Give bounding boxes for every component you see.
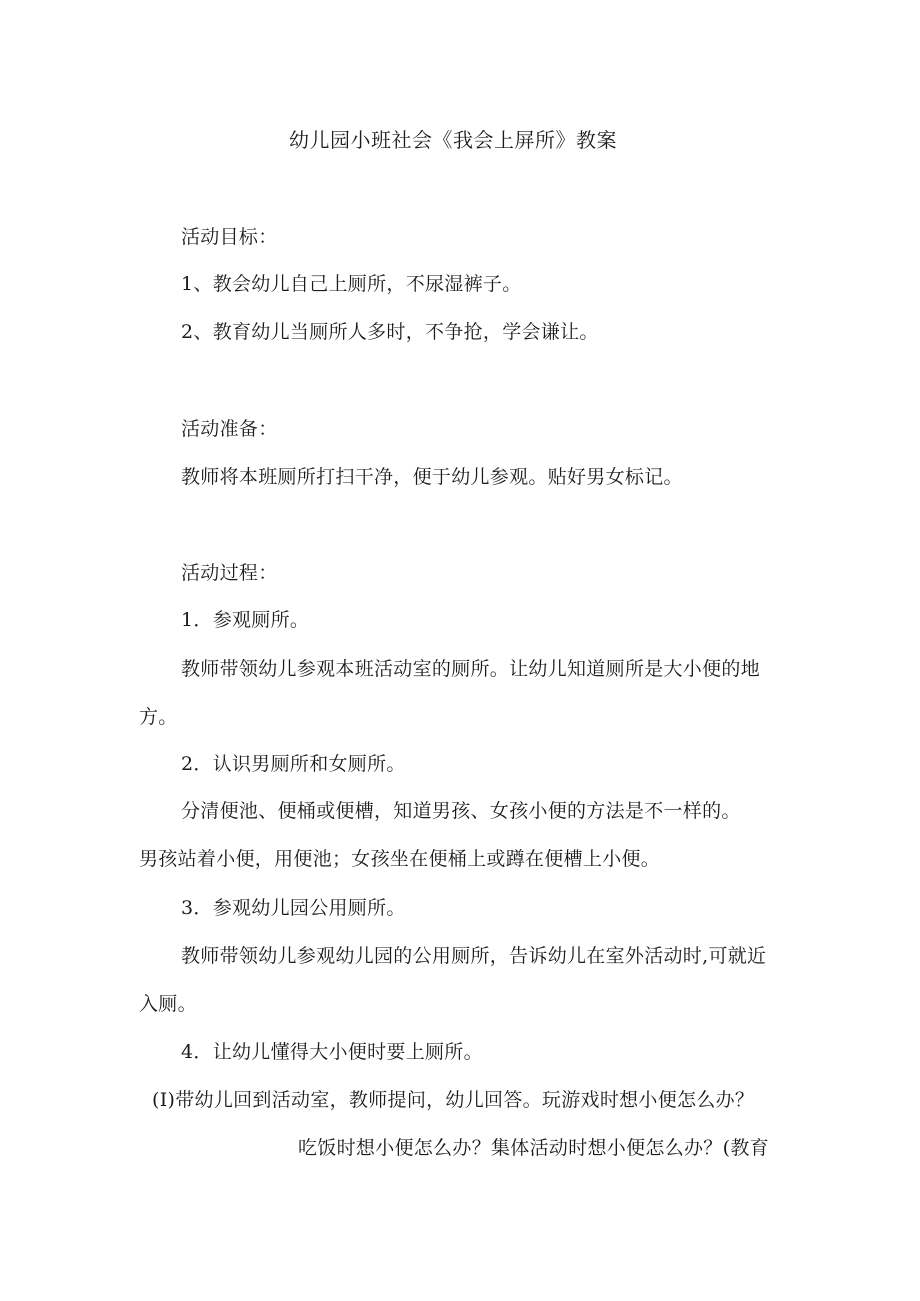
step-3-text: 教师带领幼儿参观幼儿园的公用厕所，告诉幼儿在室外活动时,可就近 <box>181 945 767 967</box>
step-3-heading: 3．参观幼儿园公用厕所。 <box>181 897 406 919</box>
process-heading: 活动过程： <box>181 562 278 584</box>
step-4-heading: 4．让幼儿懂得大小便时要上厕所。 <box>181 1041 483 1063</box>
step-1-text: 教师带领幼儿参观本班活动室的厕所。让幼儿知道厕所是大小便的地 <box>181 658 761 680</box>
step-2-text: 分清便池、便桶或便槽，知道男孩、女孩小便的方法是不一样的。 <box>181 800 741 822</box>
goals-heading: 活动目标： <box>181 226 278 248</box>
step-4-question-2: 吃饭时想小便怎么办？集体活动时想小便怎么办？(教育 <box>298 1137 769 1159</box>
prep-heading: 活动准备： <box>181 418 278 440</box>
step-4-question-1: (I)带幼儿回到活动室，教师提问，幼儿回答。玩游戏时想小便怎么办？ <box>152 1089 755 1111</box>
step-2-heading: 2．认识男厕所和女厕所。 <box>181 753 406 775</box>
goal-item-2: 2、教育幼儿当厕所人多时，不争抢，学会谦让。 <box>181 321 599 343</box>
step-1-text-continued: 方。 <box>139 706 178 728</box>
step-2-text-continued: 男孩站着小便，用便池；女孩坐在便桶上或蹲在便槽上小便。 <box>139 848 661 870</box>
document-title: 幼儿园小班社会《我会上屏所》教案 <box>289 128 617 152</box>
goal-item-1: 1、教会幼儿自己上厕所，不尿湿裤子。 <box>181 273 522 295</box>
step-1-heading: 1．参观厕所。 <box>181 609 310 631</box>
prep-text: 教师将本班厕所打扫干净，便于幼儿参观。贴好男女标记。 <box>181 466 683 488</box>
step-3-text-continued: 入厕。 <box>139 993 197 1015</box>
